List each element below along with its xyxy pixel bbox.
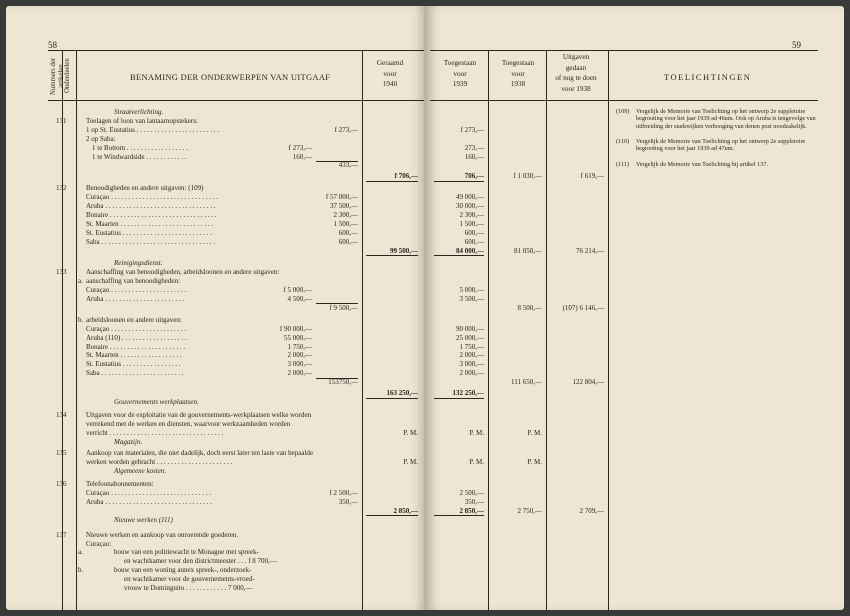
subtotal-inner: 2 000,— (287, 369, 312, 378)
article-number: 131 (56, 116, 67, 125)
sum-rule (366, 181, 418, 182)
toegestaan-1939-value: P. M. (469, 458, 484, 467)
subtotal-outer: f 2 500,— (329, 489, 358, 497)
toegestaan-1939-value: 132 250,— (452, 389, 484, 397)
open-book (6, 6, 844, 610)
article-number: 135 (56, 449, 67, 458)
section-heading: Magazijn. (114, 437, 143, 446)
item-description: St. Maarten . . . . . . . . . . . . . . . . . . . . . . . . . . . (86, 219, 214, 228)
article-number: 132 (56, 184, 67, 193)
toegestaan-1939-value: 600,— (464, 237, 484, 246)
benaming-heading: BENAMING DER ONDERWERPEN VAN UITGAAF (130, 72, 331, 82)
toegestaan-1938-value: P. M. (527, 458, 542, 467)
toegestaan-1939-value: 3 500,— (459, 295, 484, 303)
subtotal-inner: 55 000,— (284, 333, 312, 342)
item-description: vrouw te Dominguito . . . . . . . . . . . . 7 000,— (124, 584, 253, 592)
toegestaan-1939-value: 30 000,— (456, 202, 484, 210)
toegestaan-1939-value: 706,— (464, 172, 484, 181)
toegestaan-1939-value: 1 500,— (459, 219, 484, 228)
uitgaven-line: voor 1938 (561, 84, 591, 93)
item-description: 1 te Bottom . . . . . . . . . . . . . . . . . . (92, 143, 189, 152)
right-page (426, 6, 844, 610)
subtotal-outer: 600,— (338, 237, 358, 246)
item-description: Uitgaven voor de exploitatie van de gouvernements-werkplaatsen welke worden (86, 410, 312, 419)
uitgaven-line: of nog te doen (555, 74, 597, 82)
toegestaan-line: 1939 (452, 80, 468, 88)
geraamd-line: 1940 (382, 80, 398, 88)
geraamd-line: Geraamd (376, 59, 404, 67)
uitgaven-line: gedaan (565, 63, 587, 72)
subtotal-outer: f 57 000,— (325, 193, 358, 202)
uitgaven-1938-value: 2 709,— (579, 506, 604, 515)
uitgaven-1938-value: (107) 6 146,— (562, 303, 604, 312)
column-rule (76, 50, 77, 610)
item-description: Aruba . . . . . . . . . . . . . . . . . . . . . . . . . . . . . . . (86, 497, 212, 506)
column-onderdeelen: Onderdeelen (64, 58, 71, 94)
subtotal-outer: 37 500,— (330, 202, 358, 210)
subtotal-inner: 1 750,— (287, 342, 312, 351)
item-description: Aruba . . . . . . . . . . . . . . . . . . . . . . . . . . . . . . . . (86, 202, 216, 210)
toegestaan-1939-value: 5 000,— (459, 286, 484, 295)
sum-rule (434, 181, 484, 182)
item-description: bouw van een politiewacht te Monagne met spreek- (114, 548, 259, 557)
subtotal-inner: f 273,— (288, 143, 312, 152)
sum-rule (434, 398, 484, 399)
subtotal-outer: 1 500,— (333, 219, 358, 228)
toegestaan-1939-value: 2 300,— (459, 210, 484, 219)
geraamd-1940-value: 99 500,— (390, 246, 418, 255)
column-rule (62, 50, 63, 610)
subtotal-outer: 2 300,— (333, 210, 358, 219)
subtotal-outer: 153750,— (328, 378, 358, 387)
geraamd-1940-value: f 706,— (394, 172, 418, 181)
item-description: Aruba . . . . . . . . . . . . . . . . . . . . . . . (86, 295, 184, 303)
subtotal-outer: 600,— (338, 228, 358, 237)
subtotal-rule (316, 161, 358, 162)
toegestaan-1939-value: 350,— (464, 497, 484, 506)
toegestaan-1939-value: 84 000,— (456, 246, 484, 255)
item-description: Bonaire . . . . . . . . . . . . . . . . . . . . . . . . . . . . . . . (86, 210, 217, 219)
item-description: bouw van een woning annex spreek-, onderzoek- (114, 566, 252, 575)
item-description: 2 op Saba: (86, 134, 116, 143)
article-number: 136 (56, 480, 67, 489)
subtotal-outer: f 9 500,— (329, 303, 358, 312)
item-description: Telefoonabonnementen: (86, 480, 154, 489)
toegestaan-1939-value: P. M. (469, 428, 484, 437)
item-description: arbeidsloonen en andere uitgaven: (86, 315, 182, 324)
toegestaan-line: voor (453, 69, 467, 78)
item-description: aanschaffing van benoodigheden: (86, 277, 180, 286)
subtotal-inner: f 90 000,— (279, 324, 312, 333)
item-description: verricht . . . . . . . . . . . . . . . . . . . . . . . . . . . . . . . . . (86, 428, 224, 437)
note-label: (111) (616, 161, 629, 168)
geraamd-1940-value: P. M. (403, 428, 418, 437)
item-description: Saba . . . . . . . . . . . . . . . . . . . . . . . . (86, 369, 184, 378)
subtotal-outer: f 273,— (334, 125, 358, 134)
column-rule (546, 50, 547, 610)
section-heading: Straatverlichting. (114, 108, 164, 116)
item-description: Bonaire . . . . . . . . . . . . . . . . . . . . . . (86, 342, 186, 351)
item-description: Nieuwe werken en aankoop van onroerende goederen. (86, 530, 239, 539)
section-heading: Algemeene kosten. (114, 467, 167, 476)
note-text: Vergelijk de Memorie van Toelichting op het ontwerp 2e suppletoire begrooting voor het jaar 1939 ad 46um. Ook op Aruba is tengevolge van uitbreiding der stadswijken verhooging van denen post noodzakelijk. (636, 108, 816, 130)
sum-rule (366, 398, 418, 399)
onderdeel-letter: a. (78, 548, 83, 557)
item-description: Aruba (110) . . . . . . . . . . . . . . . . . . . (86, 333, 187, 342)
uitgaven-line: Uitgaven (562, 53, 590, 61)
item-description: Toelagen of loon van lantaarnopstekers: (86, 116, 198, 125)
section-heading: Gouvernements werkplaatsen. (114, 397, 199, 406)
geraamd-1940-value: 2 850,— (393, 506, 418, 515)
item-description: Curaçao . . . . . . . . . . . . . . . . . . . . . . . . . . . . . (86, 489, 211, 497)
article-number: 137 (56, 530, 67, 539)
item-description: 1 te Windwardside . . . . . . . . . . . . (92, 152, 187, 161)
uitgaven-1938-value: 122 804,— (572, 378, 604, 387)
toegestaan-1938-heading (490, 58, 546, 90)
onderdeel-letter: a. (78, 277, 83, 286)
uitgaven-heading (546, 52, 606, 94)
toegestaan-1939-value: 600,— (464, 228, 484, 237)
header-bottom-rule (48, 100, 426, 101)
toegestaan-line: 1938 (510, 80, 526, 88)
toegestaan-1938-value: P. M. (527, 428, 542, 437)
item-description: 1 op St. Eustatius . . . . . . . . . . . . . . . . . . . . . . . . (86, 125, 220, 134)
column-rule (488, 50, 489, 610)
sum-rule (366, 515, 418, 516)
subtotal-rule (316, 303, 358, 304)
toegestaan-1939-value: 1 750,— (459, 342, 484, 351)
subtotal-outer: 350,— (338, 497, 358, 506)
left-page (6, 6, 426, 610)
toegestaan-1939-value: 3 000,— (459, 360, 484, 369)
toegestaan-1939-value: 273,— (464, 143, 484, 152)
uitgaven-1938-value: 76 214,— (576, 246, 604, 255)
section-heading: Reinigingsdienst. (114, 259, 163, 268)
item-description: Curaçao . . . . . . . . . . . . . . . . . . . . . . (86, 324, 187, 333)
column-nummers: Nummers der artikelen (50, 57, 65, 95)
note-label: (110) (616, 138, 630, 145)
sum-rule (366, 255, 418, 256)
toelichtingen-heading: TOELICHTINGEN (664, 72, 752, 82)
uitgaven-1938-value: f 619,— (580, 172, 604, 181)
toegestaan-1939-value: 49 000,— (456, 193, 484, 202)
article-number: 133 (56, 268, 67, 277)
sum-rule (434, 515, 484, 516)
sum-rule (434, 255, 484, 256)
item-description: en wachtkamer voor de gouvernements-vroed- (124, 575, 255, 584)
toegestaan-1939-value: 2 000,— (459, 369, 484, 378)
toegestaan-1939-value: 25 000,— (456, 333, 484, 342)
toegestaan-1939-heading (432, 58, 488, 90)
item-description: en wachtkamer voor den districtmeester . . . f 8 700,— (124, 557, 277, 566)
right-page-number: 59 (792, 40, 801, 50)
geraamd-heading (364, 58, 416, 90)
item-description: Saba . . . . . . . . . . . . . . . . . . . . . . . . . . . . . . . . . (86, 237, 216, 246)
section-heading: Nieuwe werken (111) (114, 515, 173, 524)
toegestaan-1938-value: 2 750,— (517, 506, 542, 515)
item-description: St. Eustatius . . . . . . . . . . . . . . . . . . . . . . . . . . (86, 228, 213, 237)
note-text: Vergelijk de Memorie van Toelichting op het ontwerp 2e suppletoire begrooting voor het jaar 1939 ad 47um. (636, 138, 806, 153)
onderdeel-letter: b. (78, 315, 84, 324)
left-page-number: 58 (48, 40, 57, 50)
article-number: 134 (56, 410, 67, 419)
column-rule (608, 50, 609, 610)
toegestaan-line: voor (511, 69, 525, 78)
toegestaan-1939-value: f 273,— (460, 125, 484, 134)
item-description: Aanschaffing van benoodigheden, arbeidsloonen en andere uitgaven: (86, 268, 280, 277)
item-description: verrekend met de werken en diensten, waarvoor werkzaamheden worden (86, 419, 291, 428)
onderdeel-letter: b. (78, 566, 84, 575)
toegestaan-1939-value: 90 000,— (456, 324, 484, 333)
note-label: (109) (616, 108, 630, 115)
item-description: Curaçao . . . . . . . . . . . . . . . . . . . . . . (86, 286, 187, 295)
geraamd-line: voor (383, 69, 397, 78)
item-description: werken worden gebracht . . . . . . . . . . . . . . . . . . . . . . (86, 458, 233, 467)
subtotal-outer: 433,— (338, 161, 358, 170)
subtotal-inner: 4 500,— (287, 295, 312, 303)
toegestaan-1938-value: 81 050,— (514, 246, 542, 255)
toegestaan-1939-value: 2 000,— (459, 351, 484, 360)
note-text: Vergelijk de Memorie van Toelichting bij artikel 137. (636, 161, 768, 168)
subtotal-inner: 3 000,— (287, 360, 312, 369)
toegestaan-1939-value: 2 850,— (459, 506, 484, 515)
toegestaan-line: Toegestaan (443, 59, 477, 67)
toegestaan-1938-value: 111 650,— (511, 378, 542, 387)
geraamd-1940-value: P. M. (403, 458, 418, 467)
item-description: St. Maarten . . . . . . . . . . . . . . . . . . (86, 351, 182, 360)
column-rule (362, 50, 363, 610)
subtotal-rule (316, 378, 358, 379)
toegestaan-1938-value: 8 500,— (517, 303, 542, 312)
subtotal-inner: 2 000,— (287, 351, 312, 360)
item-description: Curaçao . . . . . . . . . . . . . . . . . . . . . . . . . . . . . . . (86, 193, 218, 202)
toegestaan-1939-value: 2 500,— (459, 489, 484, 497)
item-description: Aankoop van materialen, die niet dadelijk, doch eerst later ten laste van bepaalde (86, 449, 314, 458)
toegestaan-line: Toegestaan (501, 59, 535, 67)
subtotal-inner: 160,— (292, 152, 312, 161)
item-description: Curaçao: (86, 539, 112, 548)
item-description: Benoodigheden en andere uitgaven: (109) (86, 184, 204, 193)
header-top-rule (48, 50, 426, 51)
toegestaan-1939-value: 160,— (464, 152, 484, 161)
toegestaan-1938-value: f 1 030,— (513, 172, 542, 181)
geraamd-1940-value: 163 250,— (386, 389, 418, 397)
item-description: St. Eustatius . . . . . . . . . . . . . . . . . (86, 360, 181, 369)
subtotal-inner: f 5 000,— (283, 286, 312, 295)
